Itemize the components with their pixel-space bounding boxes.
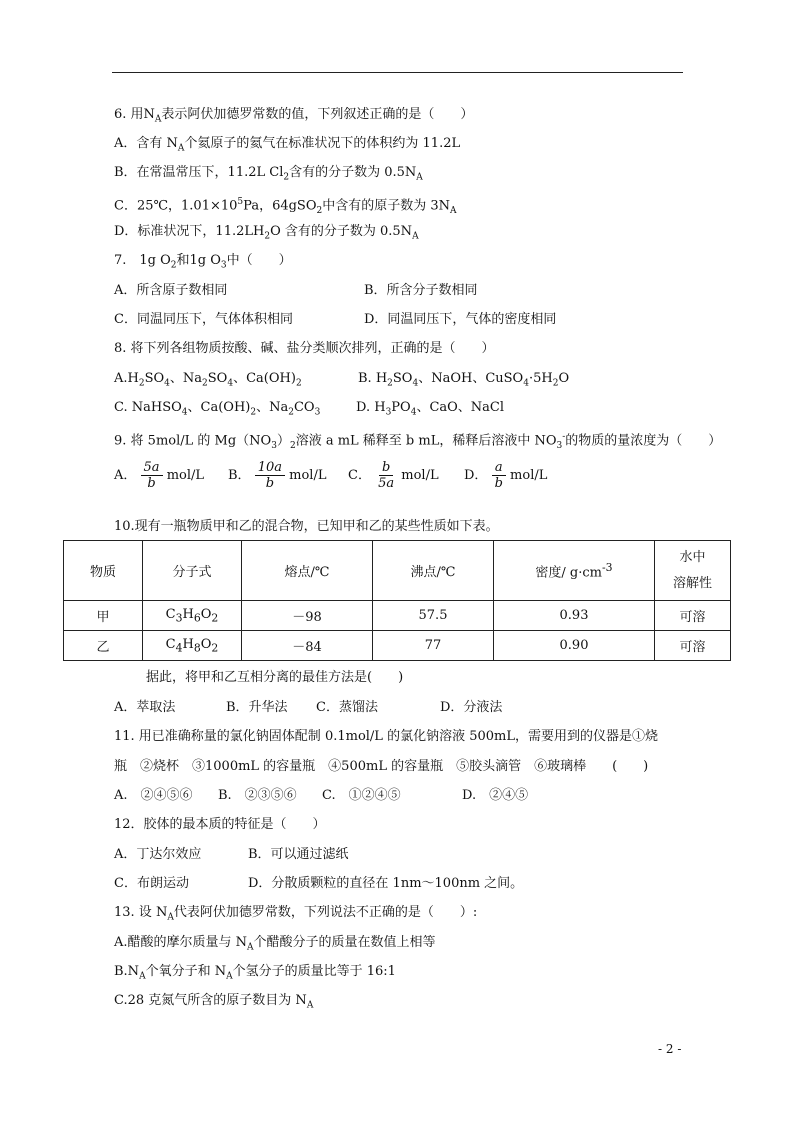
table-cell: －98: [242, 601, 373, 631]
q12-option-a: A．丁达尔效应: [114, 847, 202, 862]
q7-option-c: C．同温同压下，气体体积相同: [114, 312, 293, 327]
q7-option-d: D．同温同压下，气体的密度相同: [364, 312, 557, 327]
q6-option-a: A．含有 $N_A$个氦原子的氦气在标准状况下的体积约为 11.2L: [114, 136, 461, 154]
q10-option-c: C．蒸馏法: [316, 700, 378, 715]
q8-option-c: C. NaHSO$_4$、$Ca(OH)_2$、$Na_2CO_3$: [114, 400, 321, 418]
q9-option-d-unit: mol/L: [510, 468, 548, 483]
properties-table: [63, 540, 731, 661]
q9-option-b-den: b: [265, 476, 275, 491]
q9-option-a-unit: mol/L: [166, 468, 205, 483]
page-number: - 2 -: [658, 1042, 682, 1056]
q11-stem: 11. 用已准确称量的氯化钠固体配制 0.1mol/L 的氯化钠溶液 500mL，需要用到的仪器是①烧: [114, 729, 658, 744]
q13-option-b: $B.N_A$个氧分子和 $N_A$个氢分子的质量比等于 16:1: [114, 964, 396, 982]
q11-option-b: B. ②③⑤⑥: [218, 788, 297, 803]
q9-option-a-fraction: [141, 460, 163, 491]
q9-option-c-den: 5a: [378, 476, 395, 491]
table-cell: 乙: [64, 631, 143, 661]
q9-option-b: [228, 460, 326, 491]
q9-stem: 9. 将 5mol/L 的 $Mg(NO_3)_2$溶液 a mL 稀释至 b mL，稀释后溶液中 $NO_3^-$的物质的量浓度为（ ）: [114, 432, 722, 451]
q9-option-b-label: B．: [228, 468, 251, 483]
table-cell: 0.90: [494, 631, 655, 661]
q9-option-c: [348, 460, 439, 491]
q10-follow-up: 据此，将甲和乙互相分离的最佳方法是( ): [146, 670, 404, 685]
q12-option-d: D．分散质颗粒的直径在 1nm～100nm 之间。: [248, 876, 524, 891]
q10-option-b: B．升华法: [226, 700, 288, 715]
q10-option-d: D．分液法: [440, 700, 503, 715]
table-cell: 57.5: [373, 601, 494, 631]
q8-option-a: $A.H_2SO_4$、$Na_2SO_4$、$Ca(OH)_2$: [114, 371, 302, 389]
q7-stem: 7. 1g $O_2$和1g $O_3$中（ ）: [114, 253, 292, 271]
table-cell: 77: [373, 631, 494, 661]
q9-option-a: [114, 460, 204, 491]
q9-option-d-den: b: [494, 476, 503, 491]
table-header-cell: 密度/ $g\cdot cm^{-3}$: [494, 541, 655, 601]
table-cell: $C_4H_8O_2$: [143, 631, 242, 661]
q9-option-d-fraction: [492, 460, 506, 491]
table-row: [64, 631, 731, 661]
q13-option-a: A.醋酸的摩尔质量与 $N_A$个醋酸分子的质量在数值上相等: [114, 935, 436, 953]
q13-option-c: C.28 克氮气所含的原子数目为 $N_A$: [114, 993, 314, 1011]
q9-option-a-label: A．: [114, 468, 137, 483]
q7-option-a: A．所含原子数相同: [114, 283, 228, 298]
q9-option-c-unit: mol/L: [401, 468, 439, 483]
q11-stem-continued: 瓶 ②烧杯 ③1000mL 的容量瓶 ④500mL 的容量瓶 ⑤胶头滴管 ⑥玻璃棒 ( ): [114, 759, 649, 774]
q12-option-b: B．可以通过滤纸: [248, 847, 349, 862]
q8-stem: 8. 将下列各组物质按酸、碱、盐分类顺次排列，正确的是（ ）: [114, 341, 495, 356]
table-header-row: [64, 541, 731, 601]
table-cell: $C_3H_6O_2$: [143, 601, 242, 631]
q12-option-c: C．布朗运动: [114, 876, 189, 891]
table-header-cell: 沸点/℃: [373, 541, 494, 601]
table-header-cell: 水中 溶解性: [655, 541, 731, 601]
header-rule: [112, 72, 683, 73]
q10-stem: 10.现有一瓶物质甲和乙的混合物，已知甲和乙的某些性质如下表。: [114, 519, 499, 534]
q6-stem: 6. 用$N_A$表示阿伏加德罗常数的值，下列叙述正确的是（ ）: [114, 107, 474, 125]
q9-option-d-num: a: [492, 460, 506, 476]
q9-option-c-num: b: [379, 460, 393, 476]
table-header-cell: 分子式: [143, 541, 242, 601]
table-cell: 可溶: [655, 631, 731, 661]
q10-option-a: A．萃取法: [114, 700, 176, 715]
table-cell: －84: [242, 631, 373, 661]
q8-option-b: B. $H_2SO_4$、NaOH、$CuSO_4\cdot 5H_2O$: [358, 371, 570, 389]
q9-option-b-fraction: [255, 460, 285, 491]
table-cell: 可溶: [655, 601, 731, 631]
q9-option-b-unit: mol/L: [289, 468, 327, 483]
q9-option-c-fraction: [375, 460, 397, 491]
table-header-cell: 物质: [64, 541, 143, 601]
table-header-cell: 熔点/℃: [242, 541, 373, 601]
table-cell: 甲: [64, 601, 143, 631]
q13-stem: 13. 设 $N_A$代表阿伏加德罗常数，下列说法不正确的是（ ）:: [114, 905, 478, 923]
q9-option-a-num: 5a: [141, 460, 163, 476]
q11-option-c: C. ①②④⑤: [322, 788, 401, 803]
q6-option-b: B．在常温常压下，11.2L $Cl_2$含有的分子数为 $0.5N_A$: [114, 165, 423, 183]
q6-option-c: C．25℃，$1.01\times 10^5Pa$，64gSO$_2$中含有的原子数为 $3N_A$: [114, 197, 457, 216]
q9-option-a-den: b: [147, 476, 156, 491]
q7-option-b: B．所含分子数相同: [364, 283, 478, 298]
q12-stem: 12．胶体的最本质的特征是（ ）: [114, 817, 326, 832]
q11-option-a: A. ②④⑤⑥: [114, 788, 193, 803]
q9-option-d: [464, 460, 547, 491]
table-row: [64, 601, 731, 631]
q11-option-d: D. ②④⑤: [462, 788, 529, 803]
q9-option-d-label: D．: [464, 468, 488, 483]
q9-option-c-label: C．: [348, 468, 371, 483]
table-cell: 0.93: [494, 601, 655, 631]
q9-option-b-num: 10a: [255, 460, 285, 476]
q6-option-d: D．标准状况下，$11.2LH_2O$ 含有的分子数为 $0.5N_A$: [114, 224, 419, 242]
q8-option-d: D. $H_3PO_4$、CaO、NaCl: [356, 400, 505, 418]
